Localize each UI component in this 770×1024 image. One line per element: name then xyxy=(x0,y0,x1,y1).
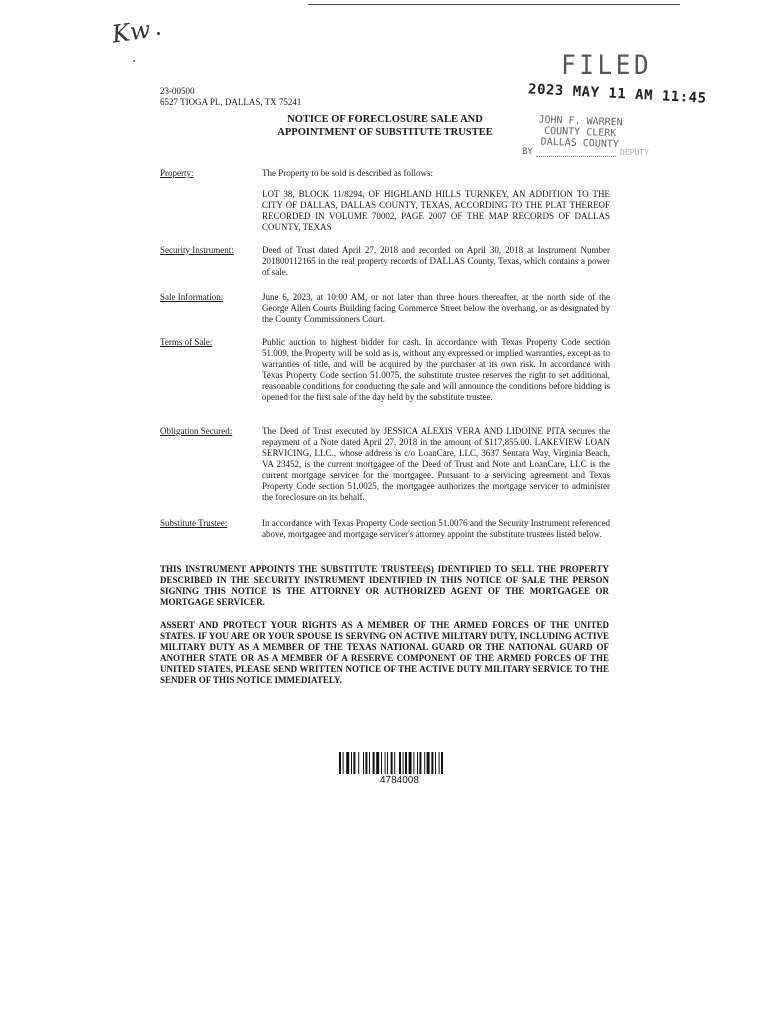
barcode-bar xyxy=(339,752,341,774)
barcode-bar xyxy=(409,752,412,774)
property-intro: The Property to be sold is described as follows: xyxy=(262,168,433,178)
clerk-county: DALLAS COUNTY xyxy=(540,136,620,151)
barcode-bar xyxy=(381,752,382,774)
handwritten-initials: Kw xyxy=(110,15,153,49)
scan-speck xyxy=(157,32,160,35)
property-description: LOT 38, BLOCK 11/8294, OF HIGHLAND HILLS TURNKEY, AN ADDITION TO THE CITY OF DALLAS, DALLAS COUNTY, TEXAS, ACCORDING TO THE PLAT THEREOF RECORDED IN VOLUME 70002, PAGE 2007 OF THE MAP RECORDS OF DALLAS COUNTY, TEXAS xyxy=(262,189,610,232)
appointment-notice: THIS INSTRUMENT APPOINTS THE SUBSTITUTE TRUSTEE(S) IDENTIFIED TO SELL THE PROPERTY DESCRIBED IN THE SECURITY INSTRUMENT IDENTIFIED IN THIS NOTICE OF SALE THE PERSON SIGNING THIS NOTICE IS THE ATTORNEY OR AUTHORIZED AGENT OF THE MORTGAGEE OR MORTGAGE SERVICER. xyxy=(160,564,609,607)
section-label-property: Property: xyxy=(160,168,194,178)
security-instrument-text: Deed of Trust dated April 27, 2018 and recorded on April 30, 2018 at Instrument Number 201800112165 in the real property records of DALLAS County, Texas, which contains a power of sale. xyxy=(262,245,610,277)
section-label-security-instrument: Security Instrument: xyxy=(160,245,234,255)
barcode-bar xyxy=(403,752,404,774)
clerk-name: JOHN F. WARREN xyxy=(538,114,623,129)
case-number: 23-00500 xyxy=(160,86,195,96)
barcode-bar xyxy=(385,752,386,774)
barcode-bar xyxy=(419,752,421,774)
section-label-substitute-trustee: Substitute Trustee: xyxy=(160,518,228,528)
stamp-signature-line xyxy=(536,156,616,157)
barcode-bar xyxy=(387,752,388,774)
title-line-1: NOTICE OF FORECLOSURE SALE AND xyxy=(287,114,483,125)
obligation-secured-text: The Deed of Trust executed by JESSICA ALEXIS VERA AND LIDOINE PITA secures the repayment of a Note dated April 27, 2018 in the amount of $117,855.00. LAKEVIEW LOAN SERVICING, LLC., whose address is c/o LoanCare, LLC, 3637 Sentara Way, Virginia Beach, VA 23452, is the current mortgagee of the Deed of Trust and Note and LoanCare, LLC is the current mortgage servicer for the mortgagee. Pursuant to a servicing agreement and Texas Property Code section 51.0025, the mortgagee authorizes the mortgage servicer to administer the foreclosure on its behalf. xyxy=(262,426,610,502)
scan-speck xyxy=(133,60,135,62)
substitute-trustee-text: In accordance with Texas Property Code section 51.0076 and the Security Instrument referenced above, mortgagee and mortgage servicer's attorney appoint the substitute trustees listed below. xyxy=(262,518,610,539)
scan-top-line xyxy=(308,4,680,5)
barcode-bar xyxy=(399,752,401,774)
barcode-bar xyxy=(369,752,370,774)
section-label-terms-of-sale: Terms of Sale: xyxy=(160,337,213,347)
barcode-bar xyxy=(373,752,375,774)
barcode-bar xyxy=(413,752,414,774)
barcode-bar xyxy=(391,752,393,774)
stamp-deputy: DEPUTY xyxy=(620,148,649,157)
military-notice: ASSERT AND PROTECT YOUR RIGHTS AS A MEMBER OF THE ARMED FORCES OF THE UNITED STATES. IF YOU ARE OR YOUR SPOUSE IS SERVING ON ACTIVE MILITARY DUTY, INCLUDING ACTIVE MILITARY DUTY AS A MEMBER OF THE TEXAS NATIONAL GUARD OR THE NATIONAL GUARD OF ANOTHER STATE OR AS A MEMBER OF A RESERVE COMPONENT OF THE ARMED FORCES OF THE UNITED STATES, PLEASE SEND WRITTEN NOTICE OF THE ACTIVE DUTY MILITARY SERVICE TO THE SENDER OF THIS NOTICE IMMEDIATELY. xyxy=(160,620,609,685)
section-label-sale-information: Sale Information: xyxy=(160,292,224,302)
barcode-bar xyxy=(358,752,359,774)
property-address: 6527 TIOGA PL, DALLAS, TX 75241 xyxy=(160,97,302,107)
barcode-bar xyxy=(427,752,430,774)
barcode-bar xyxy=(376,752,379,774)
barcode-bar xyxy=(343,752,344,774)
barcode-bar xyxy=(346,752,349,774)
filed-stamp: FILED xyxy=(561,50,653,81)
barcode-bar xyxy=(431,752,433,774)
terms-of-sale-text: Public auction to highest bidder for cash. In accordance with Texas Property Code section 51.009, the Property will be sold as is, without any expressed or implied warranties, except as to warranties of title, and will be acquired by the purchaser at its own risk. In accordance with Texas Property Code section 51.0075, the substitute trustee reserves the right to set additional, reasonable conditions for conducting the sale and will announce the conditions before bidding is opened for the first sale of the day held by the substitute trustee. xyxy=(262,337,610,402)
barcode-bar xyxy=(351,752,352,774)
barcode-graphic xyxy=(339,752,477,774)
document-title xyxy=(255,113,515,139)
section-label-obligation-secured: Obligation Secured: xyxy=(160,426,233,436)
barcode-bar xyxy=(424,752,425,774)
sale-information-text: June 6, 2023, at 10:00 AM, or not later than three hours thereafter, at the north side of the George Allen Courts Building facing Commerce Street below the overhang, or as designated by the County Commissioners Court. xyxy=(262,292,610,324)
clerk-title: COUNTY CLERK xyxy=(543,125,617,140)
barcode-bar xyxy=(417,752,418,774)
stamp-by: BY xyxy=(522,147,533,157)
barcode-bar xyxy=(365,752,367,774)
barcode-bar xyxy=(435,752,436,774)
title-line-2: APPOINTMENT OF SUBSTITUTE TRUSTEE xyxy=(277,127,493,138)
barcode-bar xyxy=(441,752,443,774)
stamp-date-time: 2023 MAY 11 AM 11:45 xyxy=(527,81,707,107)
barcode-bar xyxy=(394,752,395,774)
barcode-number: 4784008 xyxy=(380,775,419,786)
barcode-bar xyxy=(439,752,440,774)
barcode-bar xyxy=(363,752,364,774)
barcode-bar xyxy=(353,752,355,774)
barcode-bar xyxy=(405,752,407,774)
clerk-stamp xyxy=(537,115,622,151)
